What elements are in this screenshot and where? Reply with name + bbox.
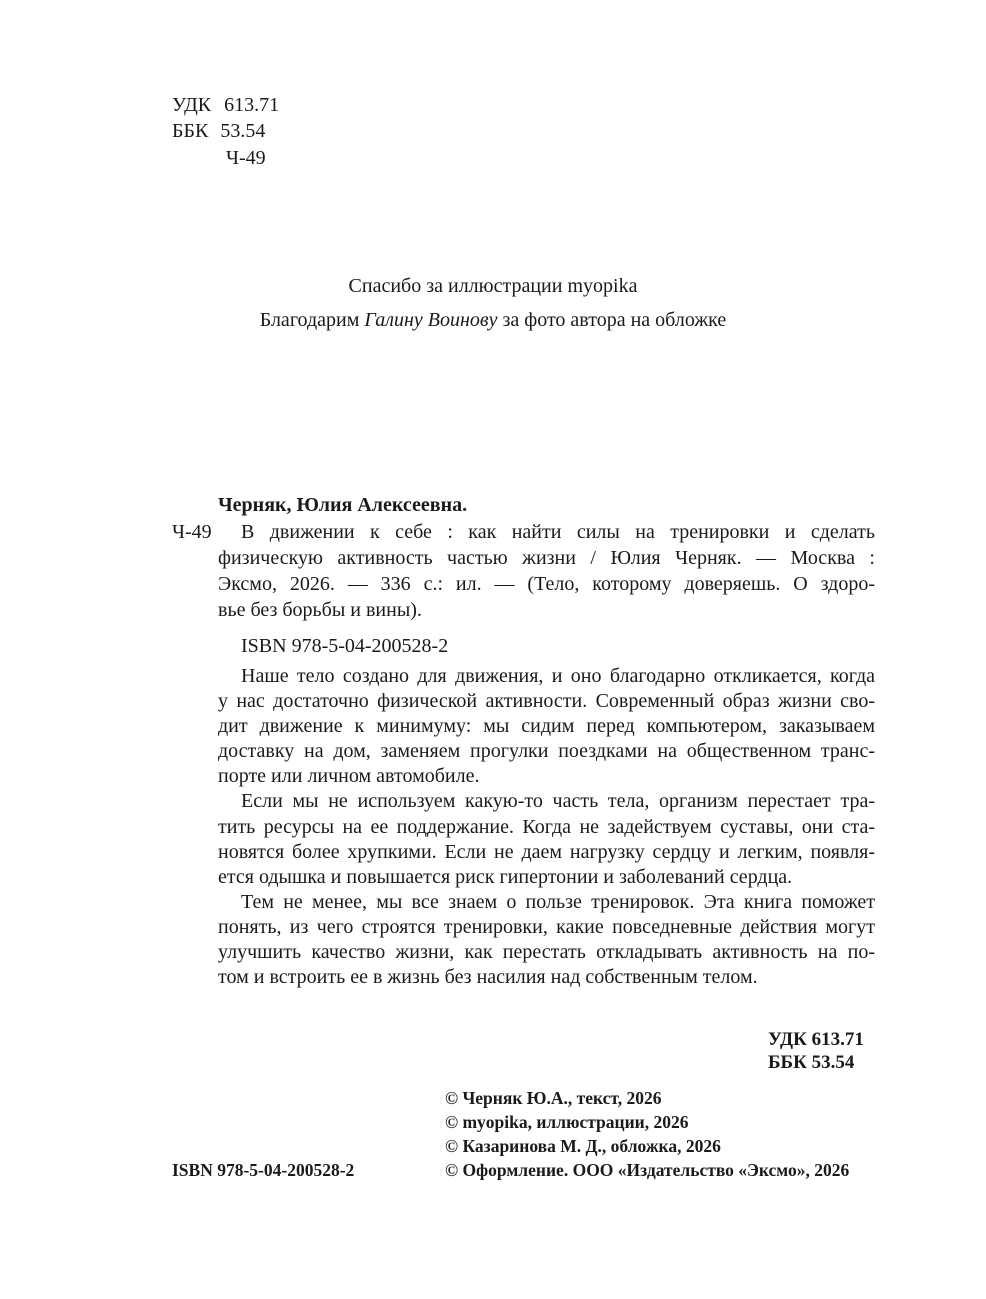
copyright-line: © Казаринова М. Д., обложка, 2026: [445, 1136, 721, 1156]
text-line: новятся более хрупкими. Если не даем нагрузку сердцу и легким, появля-: [218, 840, 875, 863]
text-line: Эксмо, 2026. — 336 с.: ил. — (Тело, которому доверяешь. О здоро-: [218, 573, 875, 595]
photographer-name: Галину Воинову: [364, 309, 498, 331]
text-line: Если мы не используем какую-то часть тела, организм перестает тра-: [241, 790, 875, 813]
isbn: ISBN 978-5-04-200528-2: [241, 635, 449, 657]
author-mark: Ч-49: [226, 147, 266, 169]
copyright-line: © Черняк Ю.А., текст, 2026: [445, 1088, 662, 1108]
annotation-paragraph: [218, 890, 875, 990]
copyright-line: © myopika, иллюстрации, 2026: [445, 1112, 689, 1132]
text: Благодарим: [259, 309, 365, 331]
bbk-line: [172, 118, 265, 144]
author-mark: Ч-49: [172, 521, 212, 543]
text-line: доставку на дом, заменяем прогулки поездками на общественном транс-: [218, 740, 875, 763]
text-line: улучшить качество жизни, как перестать откладывать активность на по-: [218, 941, 875, 964]
annotation: [218, 664, 875, 990]
text-line: Наше тело создано для движения, и оно благодарно откликается, когда: [241, 665, 875, 687]
bbk-label: ББК: [172, 120, 209, 142]
bibliographic-description: [218, 519, 875, 623]
udk-value: 613.71: [224, 94, 280, 116]
text-line: ется одышка и повышается риск гипертонии и заболеваний сердца.: [218, 865, 793, 888]
text-line: понять, из чего строятся тренировки, какие повседневные действия могут: [218, 915, 875, 938]
text-line: порте или личном автомобиле.: [218, 765, 480, 788]
bbk-value: 53.54: [220, 120, 266, 142]
udk-line: [172, 92, 279, 118]
text-line: том и встроить ее в жизнь без насилия над собственным телом.: [218, 966, 758, 989]
annotation-paragraph: [218, 789, 875, 889]
text-line: у нас достаточно физической активности. Современный образ жизни сво-: [218, 690, 875, 713]
text: за фото автора на обложке: [497, 309, 727, 331]
udk-label: УДК: [172, 94, 212, 116]
text-line: вье без борьбы и вины).: [218, 599, 422, 621]
text-line: В движении к себе : как найти силы на тренировки и сделать: [241, 521, 875, 543]
text-line: тить ресурсы на ее поддержание. Когда не задействуем суставы, они ста-: [218, 815, 875, 838]
isbn-bottom: ISBN 978-5-04-200528-2: [172, 1160, 355, 1180]
udk-bottom: УДК 613.71: [768, 1029, 864, 1050]
photo-thanks: [0, 307, 986, 333]
text-line: физическую активность частью жизни / Юлия Черняк. — Москва :: [218, 547, 875, 569]
text-line: дит движение к минимуму: мы сидим перед компьютером, заказываем: [218, 715, 875, 738]
copyright-line: © Оформление. ООО «Издательство «Эксмо», 2026: [445, 1160, 850, 1180]
illustration-thanks: Спасибо за иллюстрации myopika: [348, 275, 638, 297]
bbk-bottom: ББК 53.54: [768, 1052, 855, 1073]
author-heading: Черняк, Юлия Алексеевна.: [218, 494, 468, 516]
text-line: Тем не менее, мы все знаем о пользе тренировок. Эта книга поможет: [241, 890, 875, 913]
annotation-paragraph: [218, 664, 875, 789]
